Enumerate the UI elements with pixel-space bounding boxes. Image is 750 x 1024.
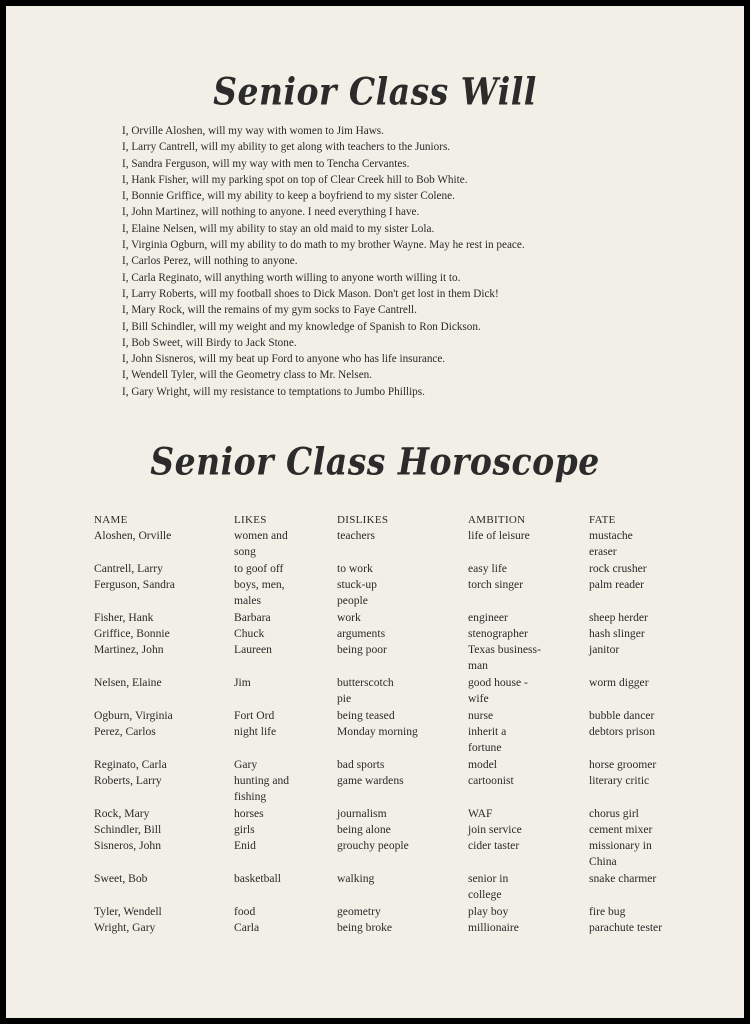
dislikes-cell: stuck-up people — [337, 578, 377, 608]
fate-cell: hash slinger — [589, 627, 645, 640]
ambition-cell: inherit a fortune — [468, 725, 507, 755]
will-line: I, Bill Schindler, will my weight and my knowledge of Spanish to Ron Dickson. — [122, 320, 481, 333]
dislikes-cell: work — [337, 611, 361, 624]
likes-cell: boys, men, males — [234, 578, 285, 608]
name-cell: Ogburn, Virginia — [94, 709, 173, 722]
will-line: I, Sandra Ferguson, will my way with men to Tencha Cervantes. — [122, 157, 410, 170]
fate-cell: debtors prison — [589, 725, 656, 738]
ambition-cell: model — [468, 758, 497, 771]
name-cell: Fisher, Hank — [94, 611, 154, 624]
likes-cell: Gary — [234, 758, 258, 771]
ambition-cell: cartoonist — [468, 774, 514, 787]
likes-cell: Carla — [234, 921, 260, 934]
ambition-cell: play boy — [468, 905, 509, 918]
name-cell: Roberts, Larry — [94, 774, 162, 787]
name-cell: Nelsen, Elaine — [94, 676, 162, 689]
dislikes-cell: Monday morning — [337, 725, 418, 738]
column-header: AMBITION — [468, 514, 526, 526]
yearbook-page — [6, 6, 744, 1018]
likes-cell: basketball — [234, 872, 282, 885]
horoscope-title: Senior Class Horoscope — [150, 439, 600, 484]
fate-cell: fire bug — [589, 905, 626, 918]
likes-cell: horses — [234, 807, 264, 820]
likes-cell: to goof off — [234, 562, 284, 575]
dislikes-cell: being broke — [337, 921, 393, 934]
will-title: Senior Class Will — [213, 69, 537, 114]
fate-cell: snake charmer — [589, 872, 657, 885]
fate-cell: bubble dancer — [589, 709, 655, 722]
will-line: I, Virginia Ogburn, will my ability to do math to my brother Wayne. May he rest in peace. — [122, 239, 525, 252]
name-cell: Sisneros, John — [94, 839, 161, 852]
ambition-cell: senior in college — [468, 872, 509, 902]
ambition-cell: engineer — [468, 611, 508, 624]
will-line: I, Bob Sweet, will Birdy to Jack Stone. — [122, 336, 297, 349]
fate-cell: rock crusher — [589, 562, 647, 575]
ambition-cell: join service — [468, 823, 522, 836]
dislikes-cell: teachers — [337, 529, 375, 542]
dislikes-cell: grouchy people — [337, 839, 409, 852]
will-line: I, Bonnie Griffice, will my ability to keep a boyfriend to my sister Colene. — [122, 190, 455, 203]
name-cell: Aloshen, Orville — [94, 529, 172, 542]
ambition-cell: nurse — [468, 709, 494, 722]
likes-cell: women and song — [234, 529, 288, 559]
ambition-cell: millionaire — [468, 921, 519, 934]
name-cell: Reginato, Carla — [94, 758, 167, 771]
will-line: I, Mary Rock, will the remains of my gym socks to Faye Cantrell. — [122, 304, 417, 317]
dislikes-cell: game wardens — [337, 774, 404, 787]
name-cell: Sweet, Bob — [94, 872, 148, 885]
dislikes-cell: being teased — [337, 709, 395, 722]
name-cell: Schindler, Bill — [94, 823, 162, 836]
will-line: I, Gary Wright, will my resistance to temptations to Jumbo Phillips. — [122, 385, 425, 398]
dislikes-cell: being alone — [337, 823, 391, 836]
ambition-cell: life of leisure — [468, 529, 530, 542]
fate-cell: janitor — [589, 643, 620, 656]
fate-cell: palm reader — [589, 578, 645, 591]
fate-cell: horse groomer — [589, 758, 657, 771]
will-line: I, Carla Reginato, will anything worth willing to anyone worth willing it to. — [122, 271, 461, 284]
column-header: DISLIKES — [337, 514, 389, 526]
ambition-cell: torch singer — [468, 578, 524, 591]
will-line: I, Carlos Perez, will nothing to anyone. — [122, 255, 298, 268]
will-line: I, Larry Cantrell, will my ability to get along with teachers to the Juniors. — [122, 141, 451, 154]
fate-cell: sheep herder — [589, 611, 648, 624]
dislikes-cell: arguments — [337, 627, 386, 640]
ambition-cell: cider taster — [468, 839, 520, 852]
fate-cell: literary critic — [589, 774, 650, 787]
ambition-cell: WAF — [468, 807, 493, 820]
dislikes-cell: to work — [337, 562, 373, 575]
likes-cell: hunting and fishing — [234, 774, 290, 804]
name-cell: Cantrell, Larry — [94, 562, 163, 575]
will-line: I, Wendell Tyler, will the Geometry class to Mr. Nelsen. — [122, 369, 373, 382]
likes-cell: food — [234, 905, 256, 918]
likes-cell: Jim — [234, 676, 251, 689]
likes-cell: Chuck — [234, 627, 265, 640]
likes-cell: night life — [234, 725, 277, 738]
ambition-cell: stenographer — [468, 627, 528, 640]
will-line: I, Orville Aloshen, will my way with women to Jim Haws. — [122, 125, 384, 137]
likes-cell: Barbara — [234, 611, 271, 624]
dislikes-cell: bad sports — [337, 758, 385, 771]
ambition-cell: Texas business- man — [468, 643, 541, 673]
ambition-cell: easy life — [468, 562, 507, 575]
fate-cell: mustache eraser — [589, 529, 633, 559]
column-header: LIKES — [234, 514, 267, 526]
dislikes-cell: being poor — [337, 643, 387, 656]
fate-cell: cement mixer — [589, 823, 653, 836]
name-cell: Ferguson, Sandra — [94, 578, 175, 591]
will-line: I, Larry Roberts, will my football shoes to Dick Mason. Don't get lost in them Dick! — [122, 287, 499, 300]
likes-cell: girls — [234, 823, 255, 836]
likes-cell: Laureen — [234, 643, 272, 656]
will-line: I, Elaine Nelsen, will my ability to stay an old maid to my sister Lola. — [122, 222, 435, 235]
dislikes-cell: journalism — [337, 807, 387, 820]
name-cell: Perez, Carlos — [94, 725, 156, 738]
dislikes-cell: butterscotch pie — [337, 676, 394, 706]
ambition-cell: good house - wife — [468, 676, 528, 706]
name-cell: Wright, Gary — [94, 921, 156, 934]
will-line: I, Hank Fisher, will my parking spot on top of Clear Creek hill to Bob White. — [122, 173, 468, 186]
dislikes-cell: geometry — [337, 905, 381, 918]
will-line: I, John Sisneros, will my beat up Ford to anyone who has life insurance. — [122, 353, 446, 366]
column-header: NAME — [94, 514, 128, 526]
fate-cell: missionary in China — [589, 839, 652, 869]
likes-cell: Enid — [234, 839, 256, 852]
name-cell: Rock, Mary — [94, 807, 150, 820]
fate-cell: parachute tester — [589, 921, 663, 934]
will-line: I, John Martinez, will nothing to anyone. I need everything I have. — [122, 206, 420, 219]
column-header: FATE — [589, 514, 616, 526]
name-cell: Griffice, Bonnie — [94, 627, 170, 640]
will-list — [122, 123, 722, 400]
fate-cell: worm digger — [589, 676, 649, 689]
name-cell: Tyler, Wendell — [94, 905, 162, 918]
name-cell: Martinez, John — [94, 643, 164, 656]
likes-cell: Fort Ord — [234, 709, 275, 722]
dislikes-cell: walking — [337, 872, 375, 885]
fate-cell: chorus girl — [589, 807, 639, 820]
